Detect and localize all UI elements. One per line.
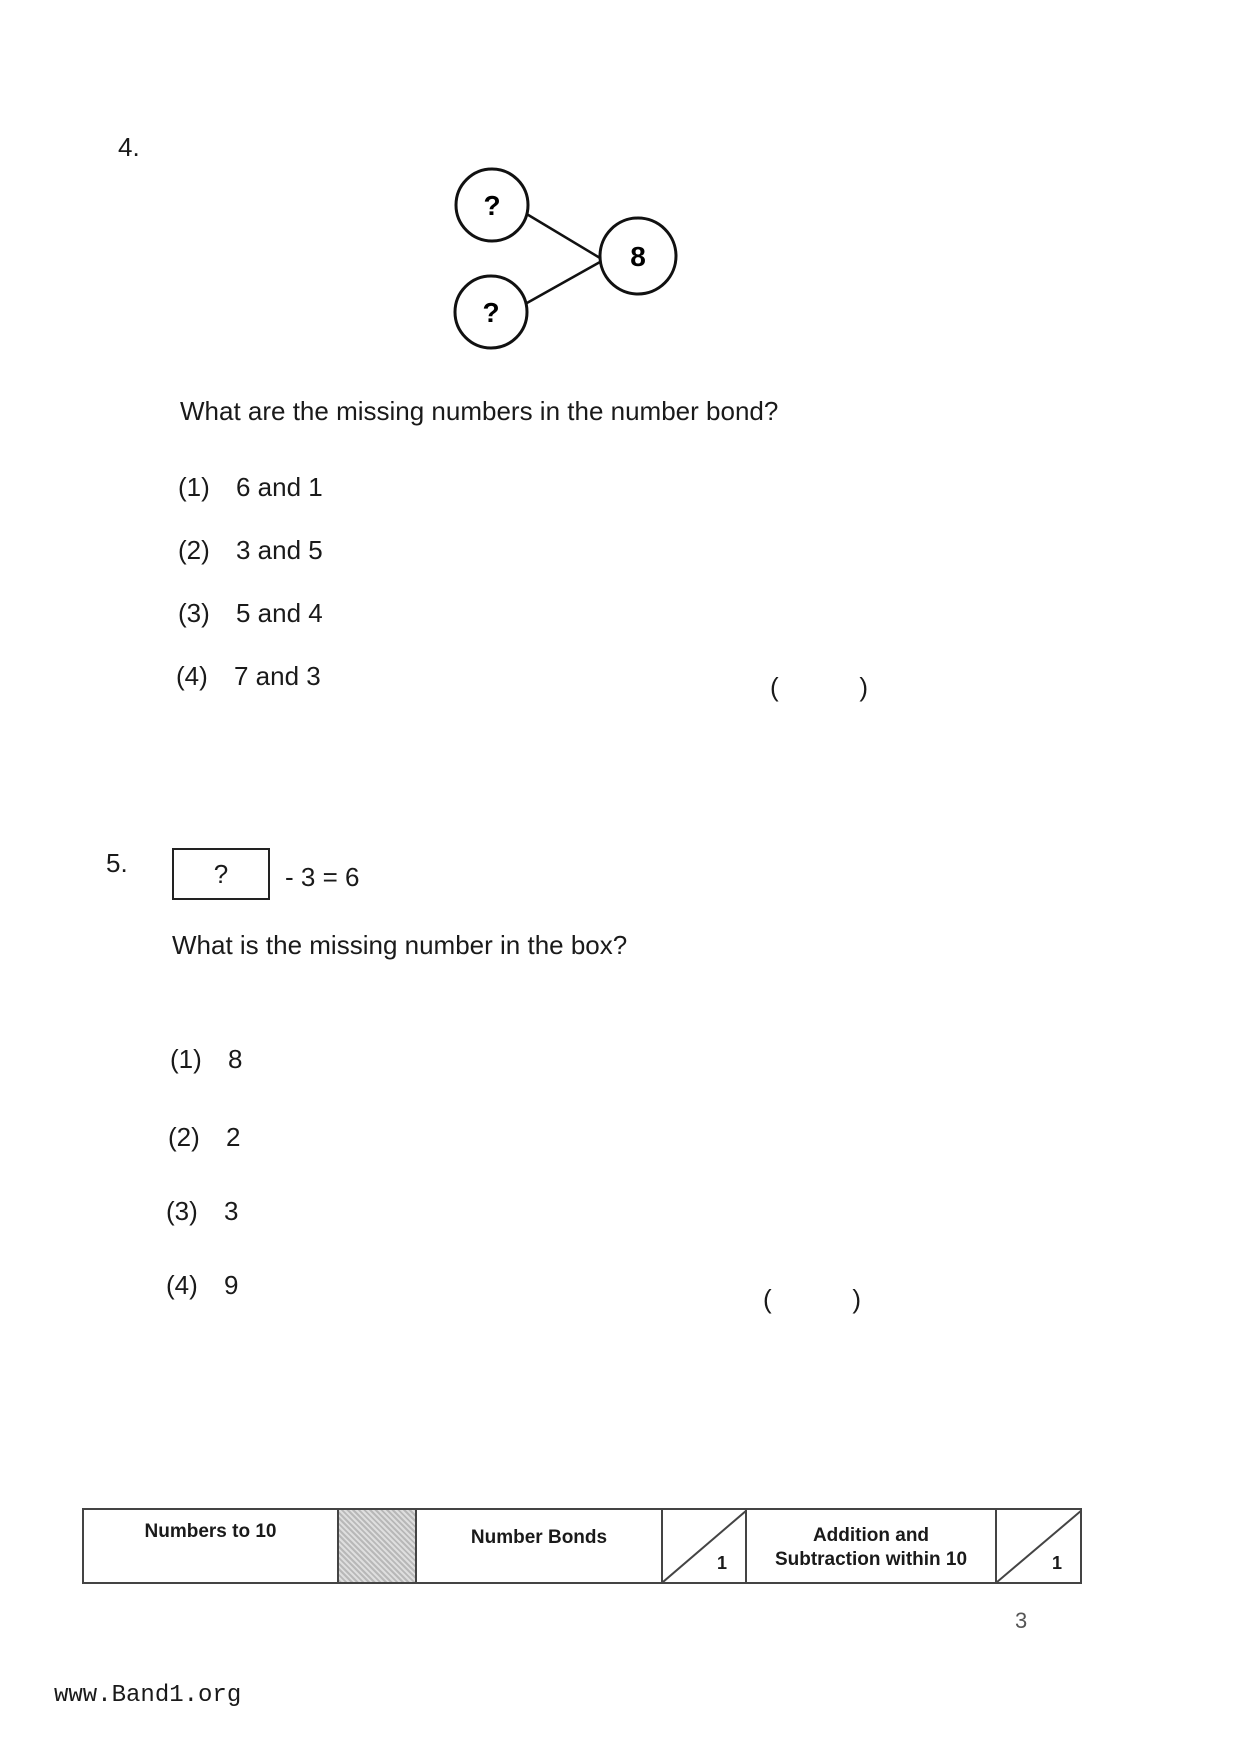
option-label: (1) <box>170 1044 202 1074</box>
number-bond-diagram <box>445 160 685 365</box>
bond-part-top-value: ? <box>483 190 501 221</box>
option-label: (1) <box>178 472 210 502</box>
missing-number-box <box>172 848 270 900</box>
addition-subtraction-marks <box>996 1509 1081 1583</box>
q5-option-4[interactable] <box>166 1270 238 1301</box>
topic-addition-subtraction: Addition and Subtraction within 10 <box>746 1509 996 1583</box>
q4-answer-bracket[interactable]: ( ) <box>770 672 868 702</box>
q4-option-3[interactable] <box>178 598 323 629</box>
question-4-number: 4. <box>118 132 140 162</box>
page-number: 3 <box>1015 1608 1028 1633</box>
q5-option-3[interactable] <box>166 1196 238 1227</box>
question-5-number: 5. <box>106 848 128 878</box>
option-text: 8 <box>228 1044 243 1074</box>
option-label: (3) <box>166 1196 198 1226</box>
number-bonds-mark-value: 1 <box>716 1553 727 1573</box>
q4-option-1[interactable] <box>178 472 323 503</box>
option-label: (2) <box>168 1122 200 1152</box>
topic-number-bonds: Number Bonds <box>416 1509 662 1583</box>
option-label: (4) <box>166 1270 198 1300</box>
question-4-text: What are the missing numbers in the number bond? <box>180 396 779 426</box>
bond-line-bottom <box>518 262 600 308</box>
option-text: 9 <box>224 1270 239 1300</box>
missing-number-placeholder: ? <box>213 858 229 889</box>
q5-answer-bracket[interactable]: ( ) <box>763 1284 861 1314</box>
topic-marks-table <box>82 1508 1082 1584</box>
option-label: (3) <box>178 598 210 628</box>
q5-equation: - 3 = 6 <box>285 862 360 892</box>
bond-line-top <box>520 210 600 258</box>
q4-option-4[interactable] <box>176 661 321 692</box>
number-bonds-marks <box>662 1509 746 1583</box>
shaded-cell <box>338 1509 416 1583</box>
q5-option-2[interactable] <box>168 1122 240 1153</box>
option-label: (4) <box>176 661 208 691</box>
option-text: 5 and 4 <box>236 598 323 628</box>
topic-numbers-to-10: Numbers to 10 <box>83 1509 338 1583</box>
addition-subtraction-mark-value: 1 <box>1051 1553 1062 1573</box>
bond-part-bottom-value: ? <box>482 297 500 328</box>
option-text: 3 and 5 <box>236 535 323 565</box>
option-label: (2) <box>178 535 210 565</box>
option-text: 7 and 3 <box>234 661 321 691</box>
bond-whole-value: 8 <box>630 241 646 272</box>
website-url[interactable]: www.Band1.org <box>54 1682 242 1709</box>
option-text: 2 <box>226 1122 241 1152</box>
option-text: 6 and 1 <box>236 472 323 502</box>
q4-option-2[interactable] <box>178 535 323 566</box>
option-text: 3 <box>224 1196 239 1226</box>
q5-option-1[interactable] <box>170 1044 242 1075</box>
question-5-text: What is the missing number in the box? <box>172 930 628 960</box>
